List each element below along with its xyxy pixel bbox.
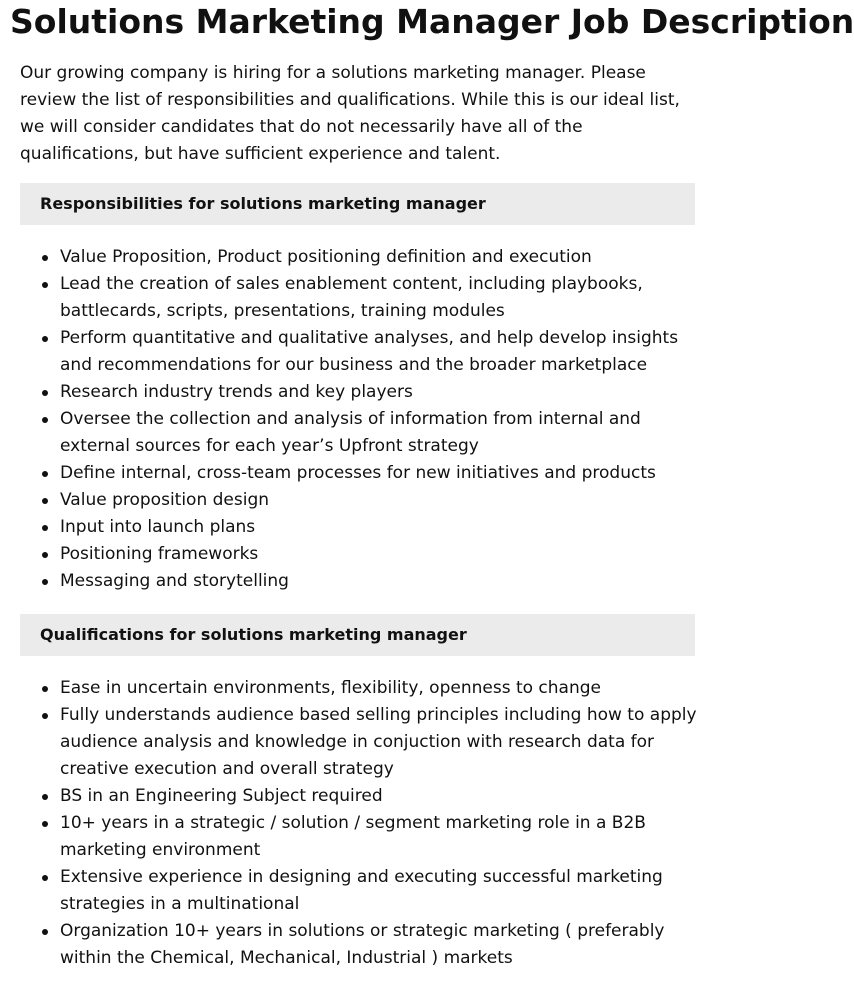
bullet-icon [42, 255, 48, 261]
qualifications-list [0, 675, 700, 972]
responsibility-item-text: Lead the creation of sales enablement content, including playbooks, battlecards, scripts, presentations, training modules [60, 274, 643, 321]
page-title: Solutions Marketing Manager Job Description [10, 2, 854, 41]
responsibility-item [60, 379, 700, 406]
qualification-item-text: Organization 10+ years in solutions or strategic marketing ( preferably within the Chemical, Mechanical, Industrial ) markets [60, 921, 665, 968]
bullet-icon [42, 929, 48, 935]
bullet-icon [42, 875, 48, 881]
responsibility-item [60, 568, 700, 595]
bullet-icon [42, 336, 48, 342]
responsibility-item [60, 487, 700, 514]
responsibility-item-text: Perform quantitative and qualitative analyses, and help develop insights and recommendations for our business and the broader marketplace [60, 328, 679, 375]
bullet-icon [42, 713, 48, 719]
qualification-item [60, 918, 700, 972]
qualification-item [60, 675, 700, 702]
responsibility-item [60, 271, 700, 325]
responsibility-item-text: Input into launch plans [60, 517, 256, 537]
qualification-item [60, 702, 700, 783]
responsibility-item-text: Value Proposition, Product positioning definition and execution [60, 247, 592, 267]
bullet-icon [42, 390, 48, 396]
bullet-icon [42, 471, 48, 477]
qualification-item-text: Extensive experience in designing and executing successful marketing strategies in a multinational [60, 867, 663, 914]
responsibility-item [60, 460, 700, 487]
bullet-icon [42, 498, 48, 504]
bullet-icon [42, 282, 48, 288]
responsibility-item [60, 541, 700, 568]
qualifications-heading: Qualifications for solutions marketing manager [20, 614, 695, 656]
responsibility-item [60, 406, 700, 460]
bullet-icon [42, 686, 48, 692]
responsibility-item-text: Positioning frameworks [60, 544, 259, 564]
bullet-icon [42, 417, 48, 423]
bullet-icon [42, 525, 48, 531]
qualification-item-text: 10+ years in a strategic / solution / segment marketing role in a B2B marketing environment [60, 813, 646, 860]
qualification-item-text: Fully understands audience based selling principles including how to apply audience analysis and knowledge in conjuction with research data for creative execution and overall strategy [60, 705, 697, 779]
bullet-icon [42, 821, 48, 827]
qualification-item [60, 810, 700, 864]
bullet-icon [42, 579, 48, 585]
responsibility-item-text: Define internal, cross-team processes for new initiatives and products [60, 463, 656, 483]
responsibility-item-text: Messaging and storytelling [60, 571, 289, 591]
bullet-icon [42, 552, 48, 558]
qualification-item [60, 783, 700, 810]
intro-paragraph: Our growing company is hiring for a solutions marketing manager. Please review the list of responsibilities and qualifications. While this is our ideal list, we will consider candidates that do not necessarily have all of the qualifications, but have sufficient experience and talent. [20, 63, 680, 164]
responsibilities-heading: Responsibilities for solutions marketing manager [20, 183, 695, 225]
bullet-icon [42, 794, 48, 800]
responsibility-item [60, 244, 700, 271]
responsibility-item [60, 325, 700, 379]
responsibility-item-text: Oversee the collection and analysis of information from internal and external sources for each year’s Upfront strategy [60, 409, 641, 456]
responsibility-item-text: Research industry trends and key players [60, 382, 413, 402]
qualification-item [60, 864, 700, 918]
responsibilities-list [0, 244, 700, 595]
qualification-item-text: BS in an Engineering Subject required [60, 786, 383, 806]
responsibility-item [60, 514, 700, 541]
responsibility-item-text: Value proposition design [60, 490, 270, 510]
qualification-item-text: Ease in uncertain environments, flexibility, openness to change [60, 678, 601, 698]
